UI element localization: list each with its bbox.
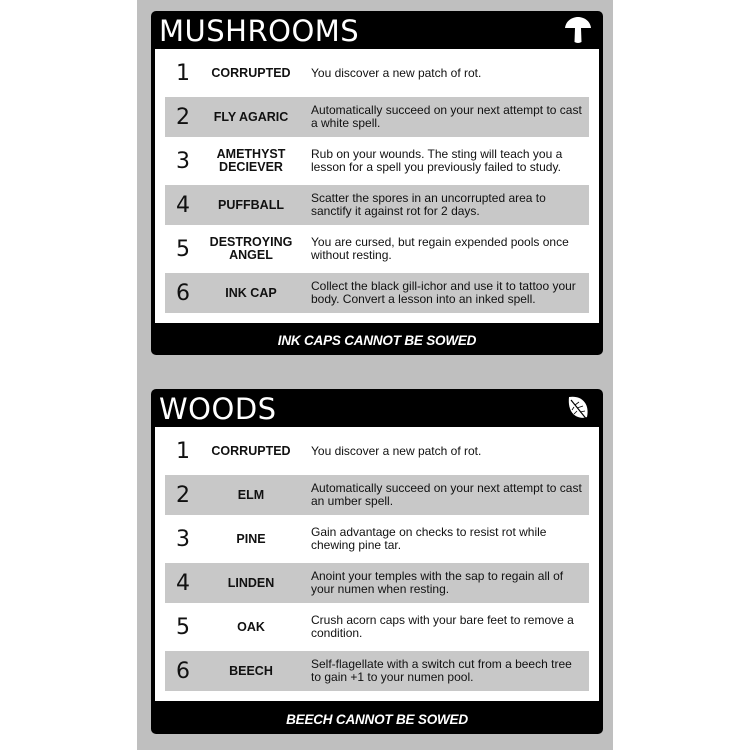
roll-number: 6	[176, 658, 190, 684]
entry-description: Automatically succeed on your next attempt to cast an umber spell.	[311, 481, 582, 508]
entry-description: Anoint your temples with the sap to regain all of your numen when resting.	[311, 569, 564, 596]
entry-name: CORRUPTED	[211, 65, 291, 80]
entry-description: Gain advantage on checks to resist rot while chewing pine tar.	[311, 525, 547, 552]
entry-name: CORRUPTED	[211, 443, 291, 458]
table-row	[165, 229, 589, 269]
leaf-icon	[563, 393, 593, 423]
roll-number: 4	[176, 192, 190, 218]
mushrooms-table-card	[151, 11, 603, 355]
woods-header	[151, 389, 603, 427]
table-row	[165, 53, 589, 93]
entry-description: Automatically succeed on your next attempt to cast a white spell.	[311, 103, 582, 130]
table-row	[165, 607, 589, 647]
page-background	[137, 0, 613, 750]
roll-number: 2	[176, 104, 190, 130]
mushrooms-title: MUSHROOMS	[159, 14, 360, 48]
mushroom-icon	[563, 15, 593, 45]
roll-number: 3	[176, 148, 190, 174]
roll-number: 4	[176, 570, 190, 596]
roll-number: 6	[176, 280, 190, 306]
entry-name: FLY AGARIC	[213, 109, 289, 124]
entry-description: Crush acorn caps with your bare feet to remove a condition.	[311, 613, 574, 640]
table-row	[165, 97, 589, 137]
table-row	[165, 519, 589, 559]
woods-footer: BEECH CANNOT BE SOWED	[286, 711, 468, 727]
table-row	[165, 431, 589, 471]
entry-name: AMETHYST DECIEVER	[216, 147, 286, 174]
entry-name: PUFFBALL	[218, 197, 284, 212]
table-row	[165, 141, 589, 181]
entry-name: ELM	[237, 487, 265, 502]
woods-title: WOODS	[159, 392, 277, 426]
entry-description: Collect the black gill-ichor and use it to tattoo your body. Convert a lesson into an inked spell.	[311, 279, 576, 306]
entry-name: DESTROYING ANGEL	[209, 235, 293, 262]
roll-number: 5	[176, 236, 190, 262]
entry-name: PINE	[236, 531, 266, 546]
entry-name: INK CAP	[225, 285, 277, 300]
table-row	[165, 475, 589, 515]
table-row	[165, 273, 589, 313]
entry-description: You discover a new patch of rot.	[311, 65, 482, 80]
woods-table-card	[151, 389, 603, 734]
table-row	[165, 651, 589, 691]
roll-number: 1	[176, 60, 190, 86]
entry-description: You discover a new patch of rot.	[311, 443, 482, 458]
table-row	[165, 563, 589, 603]
entry-description: You are cursed, but regain expended pools once without resting.	[311, 235, 569, 262]
entry-name: LINDEN	[227, 575, 275, 590]
mushrooms-header	[151, 11, 603, 49]
roll-number: 3	[176, 526, 190, 552]
roll-number: 2	[176, 482, 190, 508]
woods-body	[155, 427, 599, 701]
roll-number: 1	[176, 438, 190, 464]
entry-name: OAK	[237, 619, 265, 634]
mushrooms-footer: INK CAPS CANNOT BE SOWED	[277, 332, 477, 348]
entry-description: Self-flagellate with a switch cut from a beech tree to gain +1 to your numen pool.	[311, 657, 572, 684]
entry-description: Rub on your wounds. The sting will teach you a lesson for a spell you previously failed to study.	[311, 147, 563, 174]
mushrooms-body	[155, 49, 599, 323]
table-row	[165, 185, 589, 225]
roll-number: 5	[176, 614, 190, 640]
entry-name: BEECH	[229, 663, 273, 678]
entry-description: Scatter the spores in an uncorrupted area to sanctify it against rot for 2 days.	[311, 191, 546, 218]
